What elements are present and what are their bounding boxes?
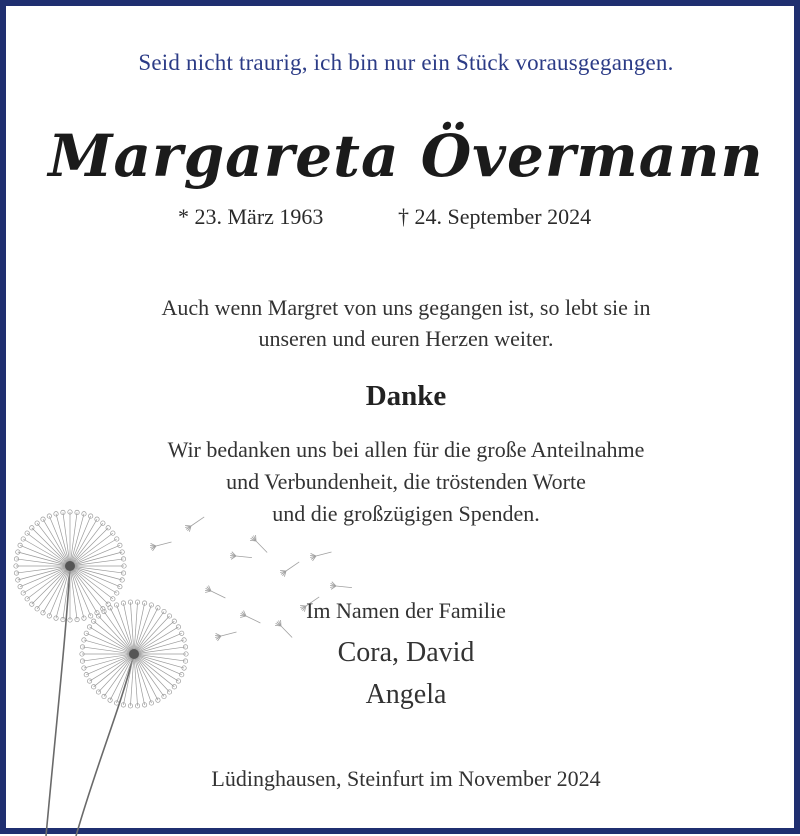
family-name-line: Angela (6, 674, 800, 716)
thanks-paragraph (6, 434, 800, 530)
thanks-line: und die großzügigen Spenden. (6, 498, 800, 530)
message-line: unseren und euren Herzen weiter. (6, 323, 800, 354)
family-intro: Im Namen der Familie (6, 598, 800, 624)
place-date: Lüdinghausen, Steinfurt im November 2024 (6, 766, 800, 792)
message-line: Auch wenn Margret von uns gegangen ist, so lebt sie in (6, 292, 800, 323)
birth-date: * 23. März 1963 (178, 204, 323, 230)
thanks-heading: Danke (6, 380, 800, 413)
motto-quote: Seid nicht traurig, ich bin nur ein Stück vorausgegangen. (6, 50, 800, 76)
death-date: † 24. September 2024 (398, 204, 591, 230)
message-paragraph (6, 292, 800, 354)
thanks-line: und Verbundenheit, die tröstenden Worte (6, 466, 800, 498)
family-names (6, 632, 800, 716)
deceased-name: Margareta Övermann (6, 122, 800, 190)
thanks-line: Wir bedanken uns bei allen für die große Anteilnahme (6, 434, 800, 466)
family-name-line: Cora, David (6, 632, 800, 674)
